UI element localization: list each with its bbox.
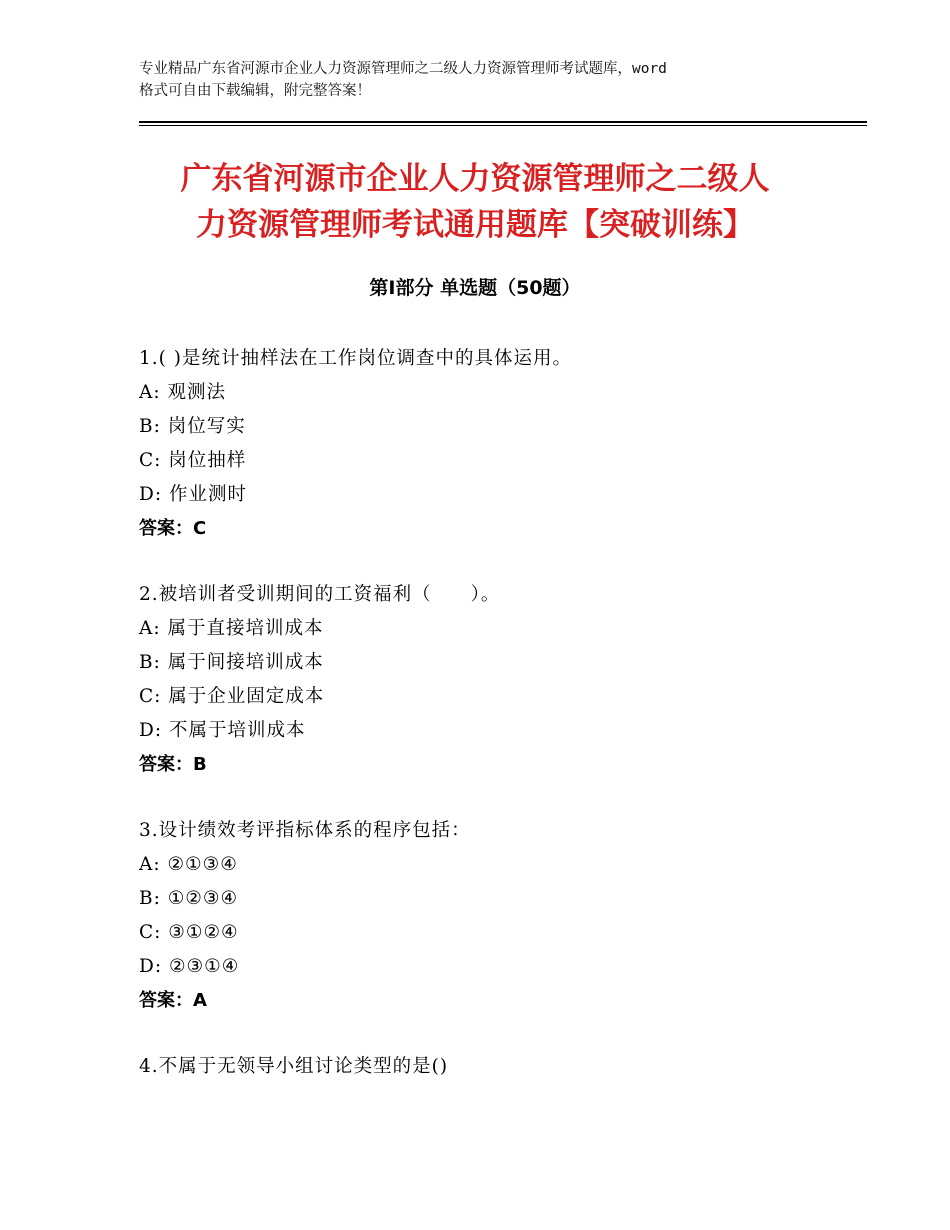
option-c: C: 岗位抽样 xyxy=(139,450,247,471)
question-stem: 1.( )是统计抽样法在工作岗位调查中的具体运用。 xyxy=(139,348,572,369)
option-d: D: ②③①④ xyxy=(139,956,240,977)
question-1 xyxy=(139,342,839,546)
header-divider-thin xyxy=(139,125,867,126)
question-stem: 3.设计绩效考评指标体系的程序包括： xyxy=(139,820,471,841)
question-stem: 4.不属于无领导小组讨论类型的是() xyxy=(139,1056,449,1077)
option-d: D: 不属于培训成本 xyxy=(139,720,306,741)
option-a: A: ②①③④ xyxy=(139,854,238,875)
option-b: B: 岗位写实 xyxy=(139,416,246,437)
header-note-line-1: 专业精品广东省河源市企业人力资源管理师之二级人力资源管理师考试题库，word xyxy=(139,61,667,77)
question-stem: 2.被培训者受训期间的工资福利（ ）。 xyxy=(139,584,501,605)
document-title-line-2: 力资源管理师考试通用题库【突破训练】 xyxy=(196,207,754,243)
question-list xyxy=(139,342,839,1116)
option-b: B: ①②③④ xyxy=(139,888,239,909)
section-heading: 第Ⅰ部分 单选题（50题） xyxy=(369,277,581,299)
option-a: A: 属于直接培训成本 xyxy=(139,618,324,639)
question-4 xyxy=(139,1050,839,1084)
option-c: C: 属于企业固定成本 xyxy=(139,686,325,707)
option-c: C: ③①②④ xyxy=(139,922,239,943)
header-divider-thick xyxy=(139,121,867,123)
document-title xyxy=(100,156,850,248)
question-2 xyxy=(139,578,839,782)
answer: 答案：C xyxy=(139,518,207,539)
header-note xyxy=(139,58,829,102)
answer: 答案：A xyxy=(139,990,207,1011)
answer: 答案：B xyxy=(139,754,207,775)
option-b: B: 属于间接培训成本 xyxy=(139,652,324,673)
question-3 xyxy=(139,814,839,1018)
option-d: D: 作业测时 xyxy=(139,484,247,505)
document-title-line-1: 广东省河源市企业人力资源管理师之二级人 xyxy=(180,161,770,197)
option-a: A: 观测法 xyxy=(139,382,226,403)
header-note-line-2: 格式可自由下载编辑，附完整答案！ xyxy=(139,83,371,99)
